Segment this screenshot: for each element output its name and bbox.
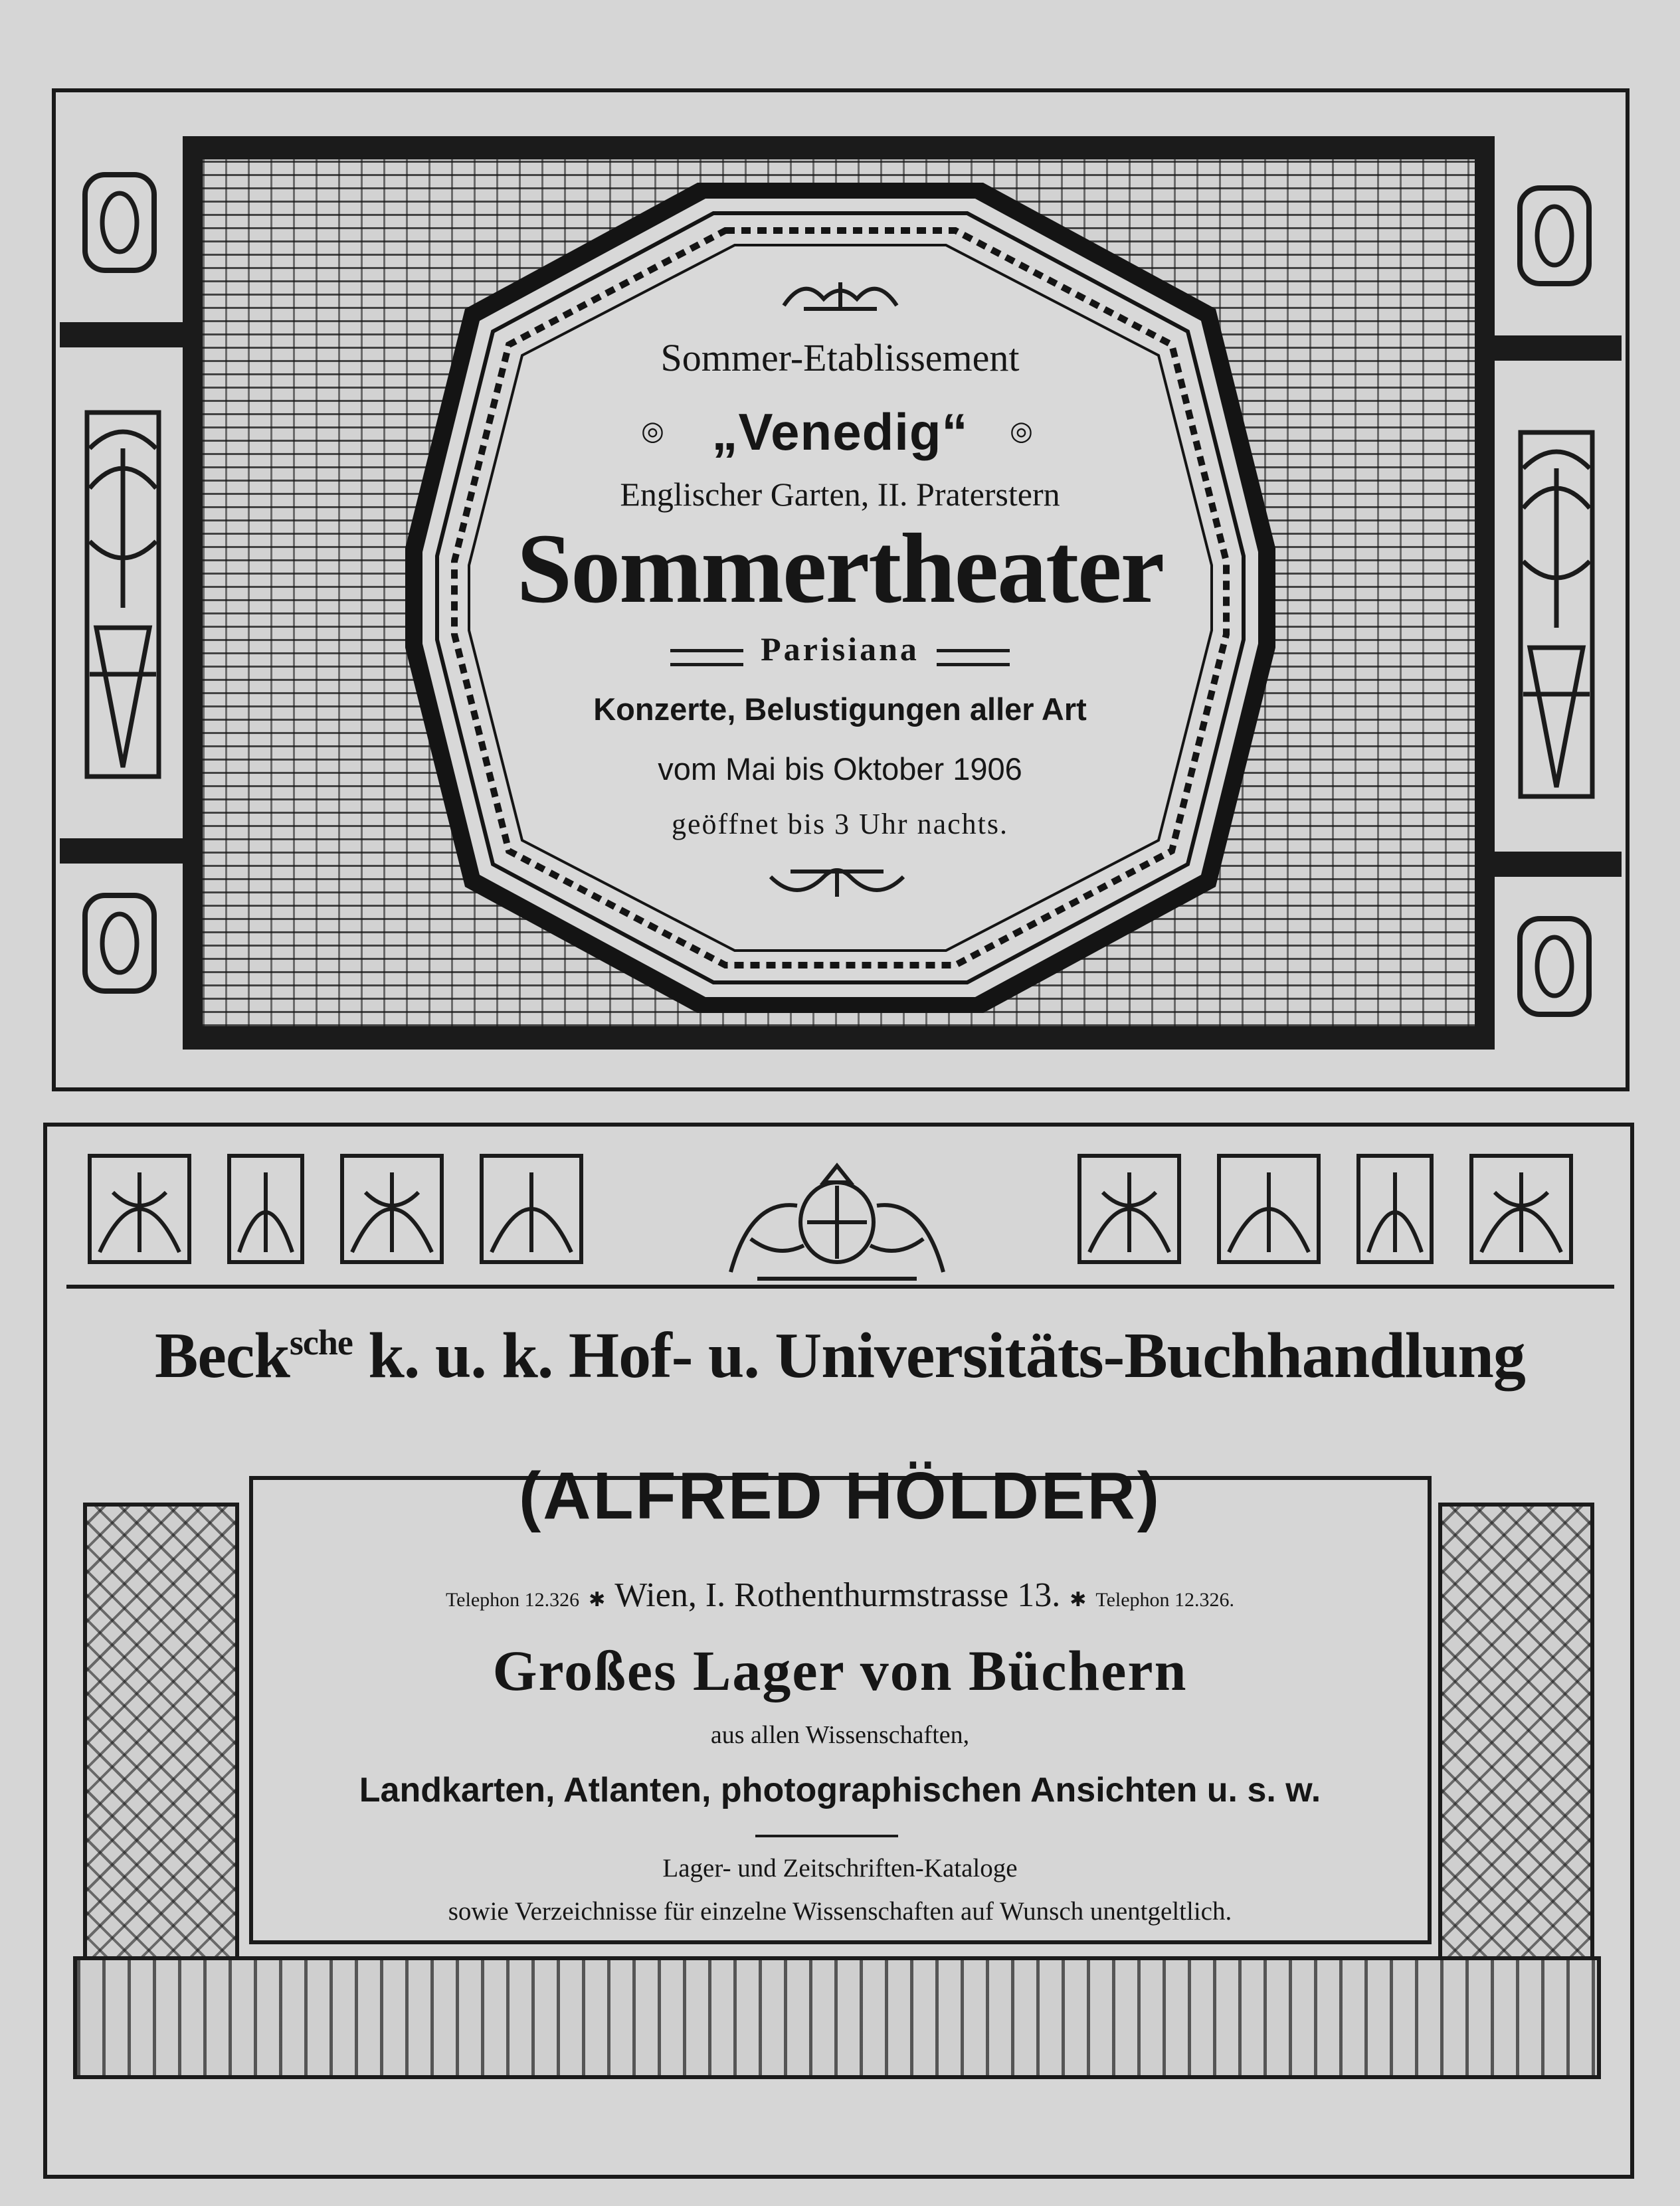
venedig-name: „Venedig“ — [711, 403, 969, 461]
right-bar-lower — [1491, 852, 1622, 877]
parisiana-line — [0, 630, 1680, 668]
bookshop-title-rest: k. u. k. Hof- u. Universitäts-Buchhandlung — [352, 1320, 1525, 1392]
art-nouveau-frame-ornament-icon — [1515, 183, 1594, 289]
venedig-headline: Sommertheater — [516, 513, 1164, 624]
bookshop-contact-line — [0, 1576, 1680, 1615]
bookshop-address: Wien, I. Rothenthurmstrasse 13. — [614, 1576, 1061, 1614]
spiral-ornament-icon: ◎ — [641, 416, 664, 446]
venedig-subtitle: Sommer-Etablissement — [660, 336, 1020, 379]
bookshop-divider — [66, 1285, 1614, 1289]
bottom-ornament-band — [73, 1956, 1601, 2079]
bookshop-owner: (ALFRED HÖLDER) — [518, 1459, 1162, 1533]
venedig-location: Englischer Garten, II. Praterstern — [620, 476, 1060, 513]
star-icon: ✱ — [1070, 1589, 1087, 1611]
lotus-ornament-row-left — [86, 1152, 598, 1265]
art-nouveau-frame-ornament-icon — [80, 169, 159, 276]
venedig-subheadline: Parisiana — [761, 630, 919, 668]
spiral-ornament-icon: ◎ — [1010, 416, 1033, 446]
short-rule — [755, 1835, 898, 1837]
venedig-hours: geöffnet bis 3 Uhr nachts. — [672, 808, 1008, 840]
stock-subjects: aus allen Wissenschaften, — [710, 1721, 970, 1749]
double-rule — [670, 649, 743, 666]
phone-right: Telephon 12.326. — [1095, 1589, 1235, 1611]
scroll-flourish-icon — [777, 269, 903, 322]
catalog-line-1: Lager- und Zeitschriften-Kataloge — [662, 1854, 1018, 1883]
bookshop-title — [0, 1319, 1680, 1393]
double-headed-eagle-crest-icon — [711, 1159, 963, 1292]
scroll-flourish-icon — [764, 857, 910, 910]
art-nouveau-frame-ornament-icon — [80, 890, 159, 996]
lotus-ornament-row-right — [1076, 1152, 1588, 1265]
star-icon: ✱ — [589, 1589, 606, 1611]
double-rule — [937, 649, 1010, 666]
venedig-season: vom Mai bis Oktober 1906 — [658, 751, 1022, 786]
catalog-line-2: sowie Verzeichnisse für einzelne Wissenschaften auf Wunsch unentgeltlich. — [448, 1897, 1232, 1926]
stock-maps: Landkarten, Atlanten, photographischen Ansichten u. s. w. — [359, 1771, 1321, 1809]
venedig-activities: Konzerte, Belustigungen aller Art — [593, 691, 1087, 727]
bookshop-title-sup: sche — [289, 1323, 353, 1362]
art-nouveau-frame-ornament-icon — [1515, 913, 1594, 1020]
stock-headline: Großes Lager von Büchern — [492, 1639, 1188, 1702]
bookshop-title-beck: Beck — [155, 1320, 290, 1392]
phone-left: Telephon 12.326 — [445, 1589, 580, 1611]
left-bar-lower — [60, 838, 186, 864]
